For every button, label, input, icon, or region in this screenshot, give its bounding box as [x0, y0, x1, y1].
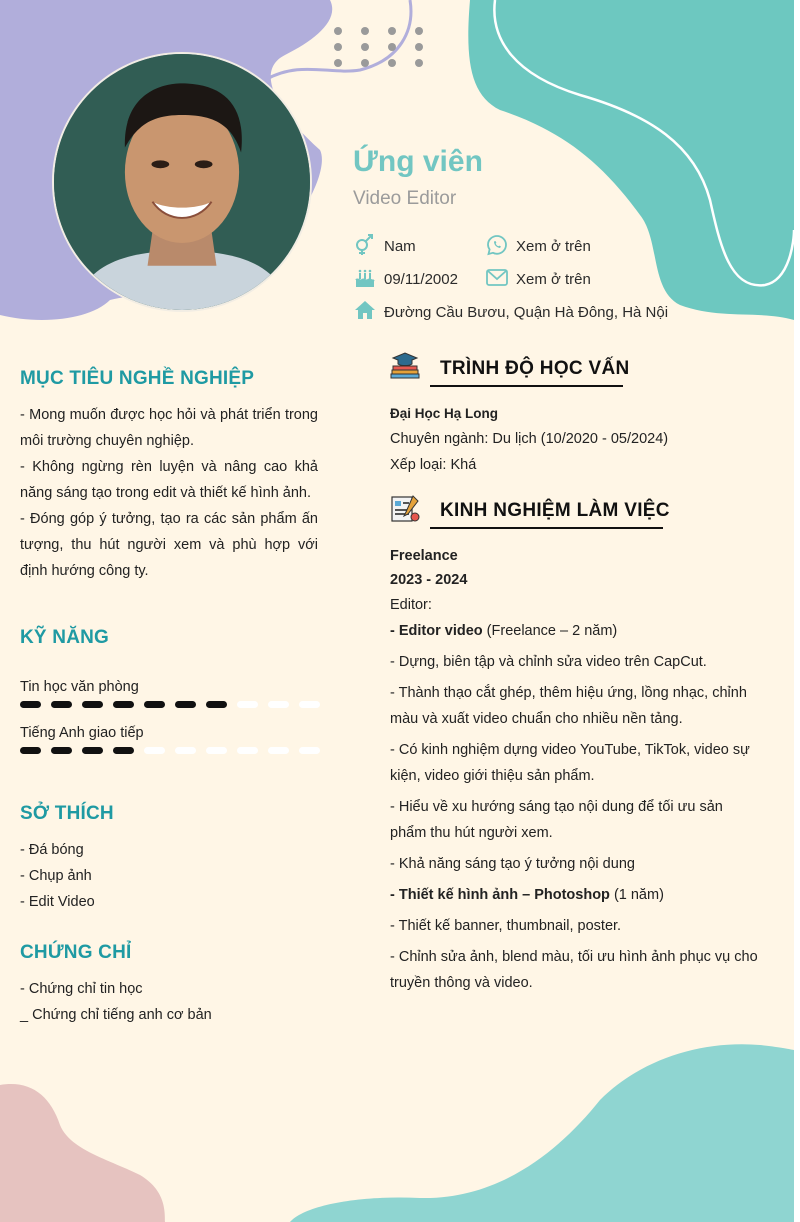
skill-dot-empty — [299, 701, 320, 708]
education-title: TRÌNH ĐỘ HỌC VẤN — [440, 358, 630, 379]
list-item: - Chụp ảnh — [20, 868, 92, 884]
experience-underline — [430, 527, 663, 529]
skill-dot-empty — [237, 747, 258, 754]
certificates-list — [20, 976, 212, 1028]
list-item: - Đá bóng — [20, 842, 84, 858]
skill-dot-empty — [175, 747, 196, 754]
skill-dot-filled — [113, 747, 134, 754]
graduation-icon — [389, 350, 421, 382]
experience-group-heading — [390, 882, 664, 908]
certificates-title: CHỨNG CHỈ — [20, 942, 132, 963]
company-name: Freelance — [390, 548, 458, 564]
phone-value: Xem ở trên — [516, 238, 591, 255]
skill-dot-filled — [51, 747, 72, 754]
birthday-cake-icon — [354, 267, 376, 289]
objective-title: MỤC TIÊU NGHỀ NGHIỆP — [20, 368, 255, 389]
objective-line: - Không ngừng rèn luyện và nâng cao khả năng sáng tạo trong edit và thiết kế hình ảnh. — [20, 459, 318, 501]
skill-dot-filled — [206, 701, 227, 708]
skill-level-bar — [20, 747, 320, 754]
candidate-name: Ứng viên — [353, 145, 483, 178]
gender-icon — [354, 234, 376, 256]
skill-dot-empty — [206, 747, 227, 754]
experience-item: - Thành thạo cắt ghép, thêm hiệu ứng, lồng nhạc, chỉnh màu và xuất video chuẩn cho nhiều nền tảng. — [390, 685, 747, 727]
work-role: Editor: — [390, 597, 432, 613]
birthday-value: 09/11/2002 — [384, 271, 458, 288]
address-value: Đường Cầu Bươu, Quận Hà Đông, Hà Nội — [384, 304, 669, 321]
skill-dot-empty — [237, 701, 258, 708]
email-value: Xem ở trên — [516, 271, 591, 288]
education-major: Chuyên ngành: Du lịch (10/2020 - 05/2024) — [390, 431, 669, 447]
experience-group-rest: (1 năm) — [609, 887, 664, 903]
skill-dot-filled — [113, 701, 134, 708]
skills-title: KỸ NĂNG — [20, 627, 110, 648]
objective-line: - Mong muốn được học hỏi và phát triển trong môi trường chuyên nghiệp. — [20, 407, 318, 449]
list-item: _ Chứng chỉ tiếng anh cơ bản — [20, 1007, 212, 1023]
school-name: Đại Học Hạ Long — [390, 406, 499, 421]
work-period: 2023 - 2024 — [390, 572, 468, 588]
skill-dot-empty — [299, 747, 320, 754]
gender-value: Nam — [384, 238, 416, 255]
skill-label: Tin học văn phòng — [20, 679, 139, 695]
skill-dot-filled — [144, 701, 165, 708]
experience-icon — [389, 492, 421, 524]
skill-dot-filled — [82, 747, 103, 754]
avatar — [52, 52, 312, 312]
objective-body — [20, 402, 318, 584]
dot-grid — [334, 27, 423, 67]
skill-dot-filled — [20, 701, 41, 708]
experience-item: - Hiểu về xu hướng sáng tạo nội dung để tối ưu sản phẩm thu hút người xem. — [390, 799, 723, 841]
skill-dot-filled — [51, 701, 72, 708]
experience-item: - Có kinh nghiệm dựng video YouTube, TikTok, video sự kiện, video giới thiệu sản phẩm. — [390, 742, 750, 784]
skill-dot-filled — [175, 701, 196, 708]
experience-item: - Khả năng sáng tạo ý tưởng nội dung — [390, 856, 635, 872]
experience-item: - Thiết kế banner, thumbnail, poster. — [390, 918, 622, 934]
objective-line: - Đóng góp ý tưởng, tạo ra các sản phẩm ấn tượng, thu hút người xem và phù hợp với định hướng công ty. — [20, 511, 318, 579]
experience-group-heading — [390, 618, 617, 644]
skill-dot-filled — [82, 701, 103, 708]
whatsapp-icon — [486, 234, 508, 256]
job-title: Video Editor — [353, 188, 457, 209]
experience-title: KINH NGHIỆM LÀM VIỆC — [440, 500, 670, 521]
experience-item: - Dựng, biên tập và chỉnh sửa video trên CapCut. — [390, 654, 707, 670]
list-item: - Edit Video — [20, 894, 95, 910]
education-underline — [430, 385, 623, 387]
education-rank: Xếp loại: Khá — [390, 457, 477, 473]
skill-dot-empty — [144, 747, 165, 754]
skill-label: Tiếng Anh giao tiếp — [20, 725, 144, 741]
skill-dot-empty — [268, 747, 289, 754]
teal-bottom-blob — [290, 1044, 794, 1222]
pink-blob — [0, 1084, 165, 1222]
experience-group-bold: - Editor video — [390, 623, 483, 639]
experience-group-bold: - Thiết kế hình ảnh – Photoshop — [390, 887, 610, 903]
experience-group-rest: (Freelance – 2 năm) — [482, 623, 618, 639]
list-item: - Chứng chỉ tin học — [20, 981, 143, 997]
experience-item: - Chỉnh sửa ảnh, blend màu, tối ưu hình ảnh phục vụ cho truyền thông và video. — [390, 949, 758, 991]
hobbies-list — [20, 837, 95, 915]
envelope-icon — [486, 269, 508, 287]
hobbies-title: SỞ THÍCH — [20, 803, 114, 824]
home-icon — [354, 300, 376, 320]
skill-level-bar — [20, 701, 320, 708]
skill-dot-empty — [268, 701, 289, 708]
skill-dot-filled — [20, 747, 41, 754]
